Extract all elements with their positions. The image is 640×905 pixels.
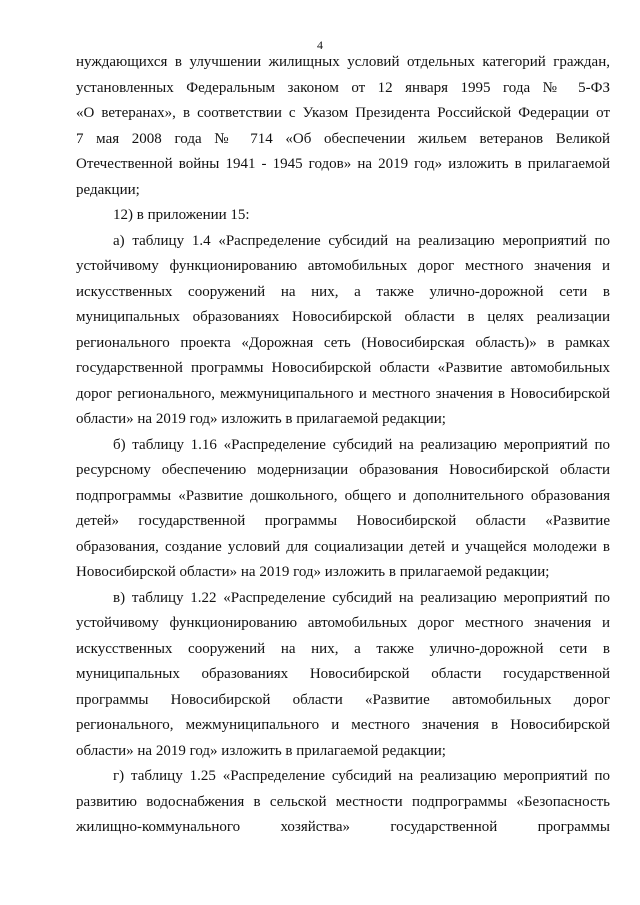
text-line: искусственных сооружений на них, а также улично-дорожной сети в	[76, 640, 610, 657]
text-line: муниципальных образованиях Новосибирской области государственной	[76, 666, 610, 682]
text-line: дорог регионального, межмуниципального и местного значения в Новосибирской	[76, 385, 610, 402]
text-line: г) таблицу 1.25 «Распределение субсидий на реализацию мероприятий по	[113, 768, 610, 784]
text-line: б) таблицу 1.16 «Распределение субсидий на реализацию мероприятий по	[113, 436, 610, 453]
text-line: 12) в приложении 15:	[113, 207, 250, 223]
text-line: жилищно-коммунального хозяйства» государственной программы	[76, 819, 610, 835]
text-line: ресурсному обеспечению модернизации образования Новосибирской области	[76, 462, 610, 478]
text-line: редакции;	[76, 181, 140, 198]
text-line: устойчивому функционированию автомобильных дорог местного значения и	[76, 258, 610, 274]
text-line: образования, создание условий для социализации детей и учащейся молодежи в	[76, 538, 610, 555]
text-line: нуждающихся в улучшении жилищных условий отдельных категорий граждан,	[76, 54, 610, 70]
text-line: в) таблицу 1.22 «Распределение субсидий на реализацию мероприятий по	[113, 589, 610, 606]
text-line: области» на 2019 год» изложить в прилагаемой редакции;	[76, 742, 446, 759]
text-line: Отечественной войны 1941 - 1945 годов» на 2019 год» изложить в прилагаемой	[76, 156, 610, 172]
text-line: Новосибирской области» на 2019 год» изложить в прилагаемой редакции;	[76, 564, 550, 580]
text-line: «О ветеранах», в соответствии с Указом Президента Российской Федерации от	[76, 105, 610, 121]
text-line: устойчивому функционированию автомобильных дорог местного значения и	[76, 615, 610, 631]
text-line: регионального, межмуниципального и местного значения в Новосибирской	[76, 717, 610, 733]
text-line: муниципальных образованиях Новосибирской области в целях реализации	[76, 309, 610, 325]
text-line: государственной программы Новосибирской области «Развитие автомобильных	[76, 360, 610, 376]
text-line: подпрограммы «Развитие дошкольного, общего и дополнительного образования	[76, 487, 610, 504]
text-line: детей» государственной программы Новосибирской области «Развитие	[76, 513, 610, 529]
text-line: 7 мая 2008 года № 714 «Об обеспечении жильем ветеранов Великой	[76, 130, 610, 147]
text-line: регионального проекта «Дорожная сеть (Новосибирская область)» в рамках	[76, 334, 610, 351]
text-line: развитию водоснабжения в сельской местности подпрограммы «Безопасность	[76, 793, 610, 810]
text-line: установленных Федеральным законом от 12 января 1995 года № 5-ФЗ	[76, 79, 610, 96]
document-body	[76, 50, 610, 841]
text-line: а) таблицу 1.4 «Распределение субсидий на реализацию мероприятий по	[113, 232, 610, 249]
text-line: искусственных сооружений на них, а также улично-дорожной сети в	[76, 283, 610, 300]
text-line: программы Новосибирской области «Развитие автомобильных дорог	[76, 691, 610, 708]
page-number: 4	[317, 38, 323, 52]
text-line: области» на 2019 год» изложить в прилагаемой редакции;	[76, 411, 446, 427]
